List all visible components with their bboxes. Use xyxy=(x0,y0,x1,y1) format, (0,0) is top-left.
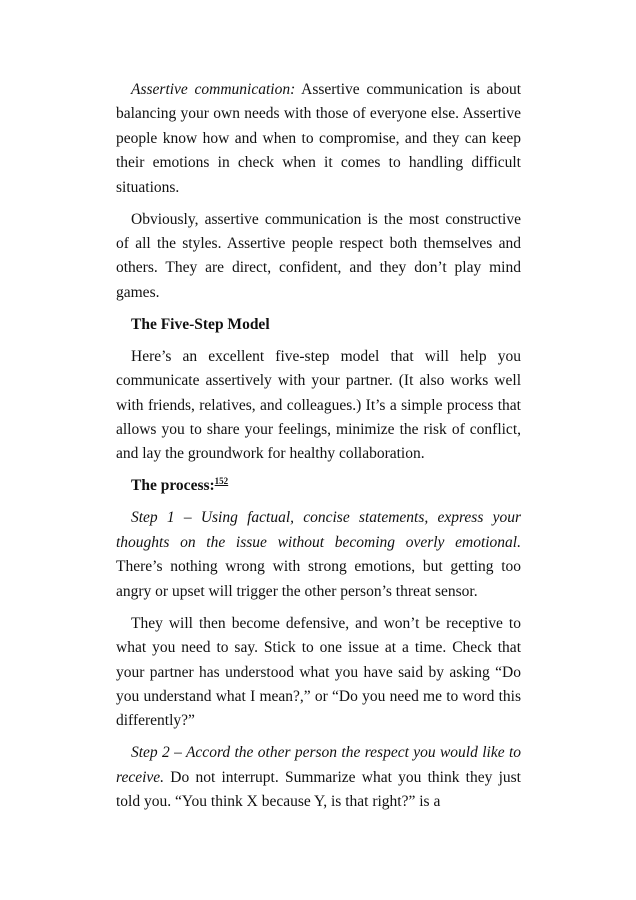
step-1-lead: Step 1 – Using factual, concise statements, express your thoughts on the issue without becoming overly emotional. xyxy=(116,509,521,551)
paragraph-step-2 xyxy=(116,741,521,814)
term-assertive-communication: Assertive communication: xyxy=(131,81,296,98)
paragraph-step-1 xyxy=(116,506,521,604)
paragraph-assertive-communication xyxy=(116,78,521,200)
heading-text: The process: xyxy=(131,477,215,495)
heading-five-step-model: The Five-Step Model xyxy=(131,315,270,333)
paragraph-text: Do not interrupt. Summarize what you think they just told you. “You think X because Y, is that right?” is a xyxy=(116,768,521,811)
paragraph-text: Assertive communication is about balancing your own needs with those of everyone else. Assertive people know how and when to compromise, and they can keep their emotions in check when it comes to handling difficult situations. xyxy=(116,81,521,196)
paragraph-five-step-intro xyxy=(116,345,521,467)
footnote-reference[interactable]: 152 xyxy=(214,476,229,487)
paragraph-defensive xyxy=(116,612,521,734)
paragraph-text: They will then become defensive, and won’t be receptive to what you need to say. Stick to one issue at a time. Check that your partner has understood what you have said by asking “Do you understand what I mean?,” or “Do you need me to word this differently?” xyxy=(116,614,521,730)
step-2-lead: Step 2 – Accord the other person the respect you would like to receive. xyxy=(116,744,521,786)
paragraph-text: Obviously, assertive communication is the most constructive of all the styles. Assertive people respect both themselves and others. They are direct, confident, and they don’t play mind games. xyxy=(116,210,521,301)
document-page xyxy=(116,78,521,822)
paragraph-obviously xyxy=(116,208,521,306)
paragraph-text: Here’s an excellent five-step model that will help you communicate assertively with your partner. (It also works well with friends, relatives, and colleagues.) It’s a simple process that allows you to share your feelings, minimize the risk of conflict, and lay the groundwork for healthy collaboration. xyxy=(116,347,521,463)
heading-the-process xyxy=(116,474,521,498)
paragraph-text: There’s nothing wrong with strong emotions, but getting too angry or upset will trigger the other person’s threat sensor. xyxy=(116,558,521,600)
